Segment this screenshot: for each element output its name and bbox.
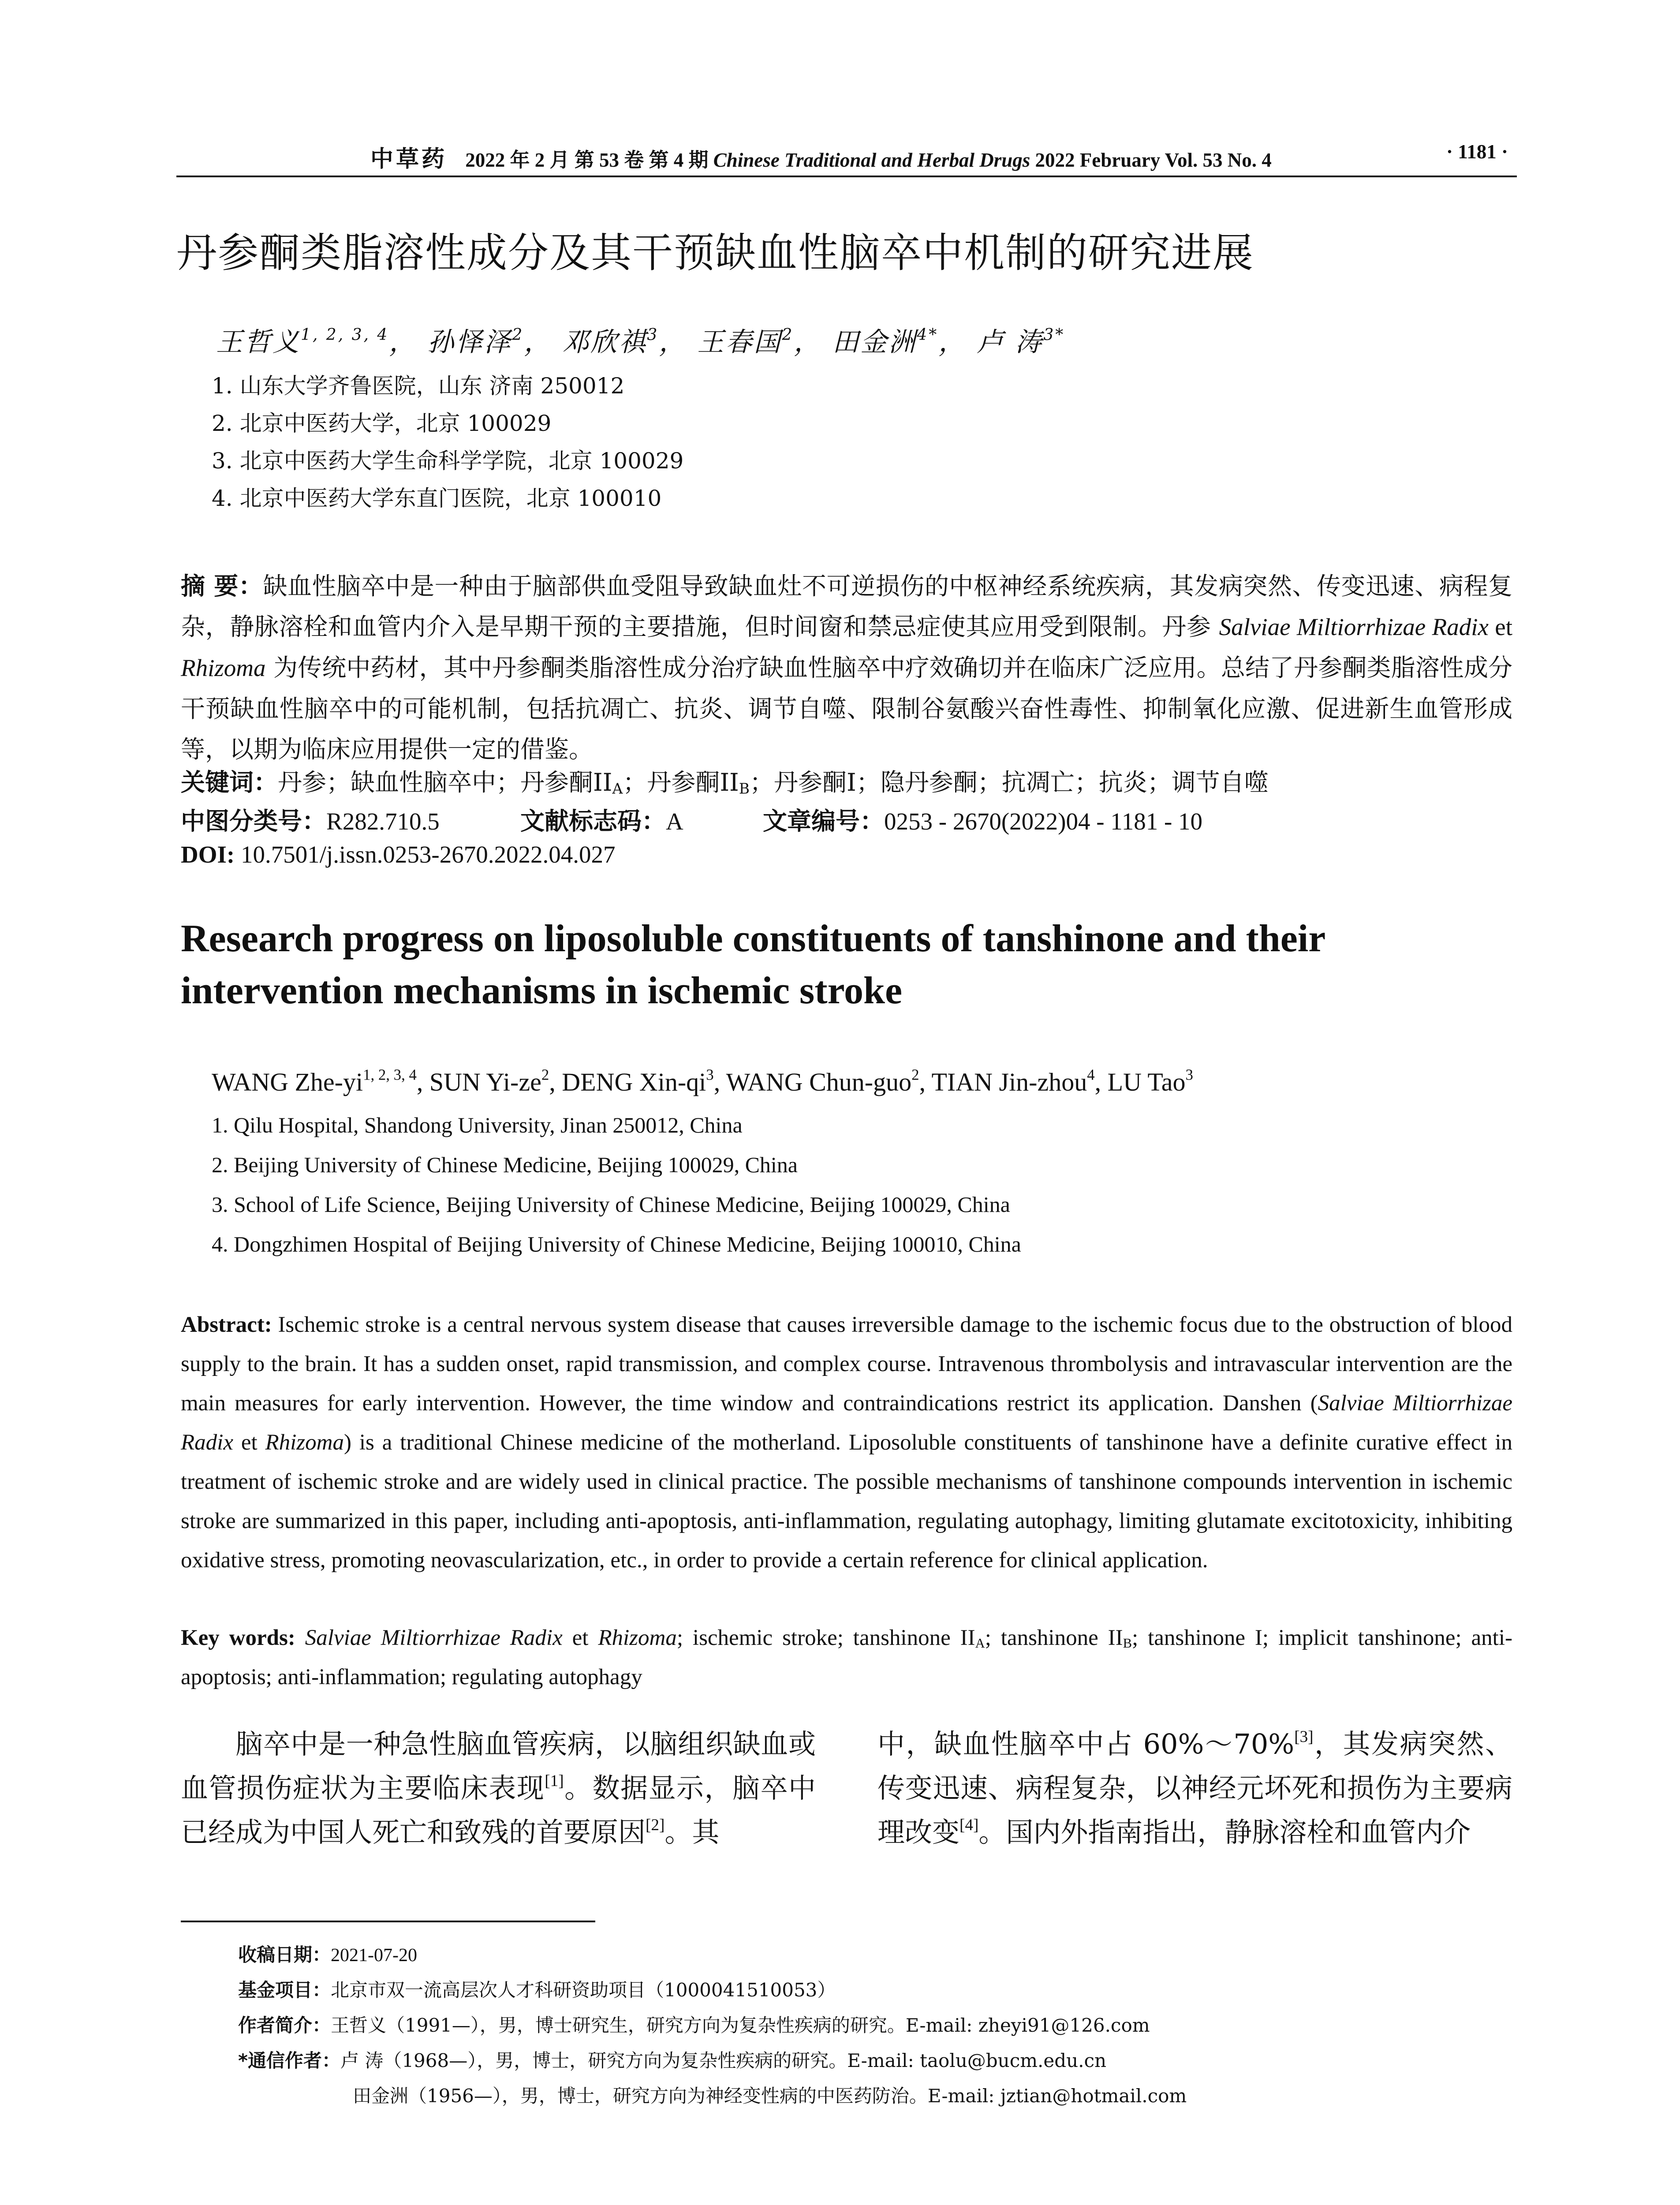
keywords-en-text: ; tanshinone II (985, 1626, 1123, 1650)
subscript: B (1123, 1636, 1132, 1651)
abstract-cn-label: 摘 要： (181, 572, 263, 600)
received-value: 2021-07-20 (331, 1945, 417, 1966)
title-cn: 丹参酮类脂溶性成分及其干预缺血性脑卒中机制的研究进展 (176, 229, 1254, 277)
author-bio-value: 王哲义（1991—），男，博士研究生，研究方向为复杂性疾病的研究。E-mail: zheyi91@126.com (331, 2014, 1150, 2036)
author-affil-sup: 1, 2, 3, 4 (301, 325, 389, 344)
affiliation-en: 2. Beijing University of Chinese Medicine, Beijing 100029, China (212, 1152, 798, 1177)
footnote-rule (181, 1921, 595, 1922)
author-affil-sup: 2 (541, 1066, 549, 1084)
issue-cn: 2022 年 2 月 第 53 卷 第 4 期 (465, 149, 709, 171)
corresponding-value: 卢 涛（1968—），男，博士，研究方向为复杂性疾病的研究。E-mail: taolu@bucm.edu.cn (340, 2050, 1107, 2071)
keywords-cn-text: ；丹参酮II (623, 768, 739, 796)
page-number: · 1181 · (1446, 141, 1508, 163)
latin-name: Rhizoma (598, 1626, 677, 1650)
footnote-received (238, 1940, 417, 1967)
author-affil-sup: 4 (1087, 1066, 1095, 1084)
footnote-author (238, 2011, 1150, 2037)
author-en: WANG Zhe-yi (212, 1068, 363, 1096)
clc-label: 中图分类号： (181, 807, 327, 835)
doc-code (520, 802, 683, 837)
latin-name: Salviae Miltiorrhizae Radix (1219, 613, 1489, 640)
author-affil-sup: 4* (917, 325, 939, 344)
keywords-cn (181, 763, 1269, 798)
doi-value[interactable]: 10.7501/j.issn.0253-2670.2022.04.027 (240, 841, 616, 868)
article-no-label: 文章编号： (763, 807, 885, 835)
journal-name-cn: 中草药 (370, 147, 448, 172)
article-no-value: 0253 - 2670(2022)04 - 1181 - 10 (884, 808, 1203, 835)
subscript: B (739, 780, 750, 797)
running-header (176, 140, 1517, 176)
affiliation-cn: 3. 北京中医药大学生命科学学院，北京 100029 (212, 448, 684, 474)
classification-line (181, 802, 440, 837)
latin-name: Rhizoma (181, 654, 266, 681)
doc-code-label: 文献标志码： (520, 807, 666, 835)
affiliation-cn: 4. 北京中医药大学东直门医院，北京 100010 (212, 486, 662, 511)
author-affil-sup: 3 (1185, 1066, 1193, 1084)
affiliation-cn: 2. 北京中医药大学，北京 100029 (212, 411, 552, 436)
citation[interactable]: [4] (959, 1816, 979, 1834)
author-bio-label: 作者简介： (238, 2014, 331, 2036)
journal-name-en: Chinese Traditional and Herbal Drugs (713, 149, 1030, 171)
keywords-en-text: ; ischemic stroke; tanshinone II (676, 1626, 975, 1650)
header-rule (176, 176, 1517, 177)
corresponding-label: *通信作者： (238, 2050, 340, 2071)
footnote-fund (238, 1976, 836, 2002)
author-en: DENG Xin-qi (562, 1068, 706, 1096)
author-en: SUN Yi-ze (429, 1068, 541, 1096)
author-affil-sup: 3 (706, 1066, 714, 1084)
keywords-en-label: Key words: (181, 1626, 295, 1650)
fund-label: 基金项目： (238, 1979, 331, 2001)
author-cn: 王春国 (697, 327, 782, 358)
affiliation-en: 1. Qilu Hospital, Shandong University, Jinan 250012, China (212, 1113, 743, 1137)
author-affil-sup: 2 (782, 325, 794, 344)
article-number (763, 802, 1202, 837)
body-text: 。数据显示，脑卒中已经成为中国人死亡和致残的首要原因 (181, 1772, 816, 1848)
doc-code-value: A (666, 808, 683, 835)
body-column-right (877, 1722, 1512, 1854)
doi-label: DOI: (181, 841, 235, 868)
author-affil-sup: 2 (911, 1066, 919, 1084)
issue-en: 2022 February Vol. 53 No. 4 (1035, 149, 1272, 171)
fund-value: 北京市双一流高层次人才科研资助项目（1000041510053） (331, 1979, 836, 2001)
authors-cn: 王哲义$^{1, 2, 3, 4}$， 孙怿泽$^2$， 邓欣祺$^3$， 王春国$^2$， 田金洲$^{4*}$， 卢 涛$^{3*}$ (216, 325, 1065, 358)
keywords-en (181, 1618, 1512, 1697)
author-affil-sup: 3* (1043, 325, 1065, 344)
abstract-en-text: ) is a traditional Chinese medicine of the motherland. Liposoluble constituents of tanshinone have a definite curative effect in treatment of ischemic stroke and are widely used in clinical practice. The possible mechanisms of tanshinone compounds intervention in ischemic stroke are summarized in this paper, including anti-apoptosis, anti-inflammation, regulating autophagy, limiting glutamate excitotoxicity, inhibiting oxidative stress, promoting neovascularization, etc., in order to provide a certain reference for clinical application. (181, 1430, 1512, 1573)
latin-name: Salviae Miltiorrhizae Radix (305, 1626, 563, 1650)
latin-name: Rhizoma (265, 1430, 344, 1455)
body-text: ，其发病突然、传变迅速、病程复杂，以神经元坏死和损伤为主要病理改变 (877, 1728, 1512, 1848)
footnote-corresponding-2: 田金洲（1956—），男，博士，研究方向为神经变性病的中医药防治。E-mail: jztian@hotmail.com (353, 2085, 1187, 2107)
keywords-cn-label: 关键词： (181, 768, 278, 796)
keywords-cn-text: 丹参；缺血性脑卒中；丹参酮II (278, 768, 612, 796)
received-label: 收稿日期： (238, 1944, 331, 1966)
authors-en: WANG Zhe-yi$^{1, 2, 3, 4}$, SUN $Yi-ze^2$, DENG Xin-$qi^3$, WANG Chun-guo$^2$, TIAN Jin-zhou$^4$, LU Tao$^3$ (212, 1066, 1193, 1096)
author-cn: 田金洲 (832, 327, 917, 358)
author-affil-sup: 1, 2, 3, 4 (363, 1066, 417, 1084)
citation[interactable]: [2] (646, 1816, 665, 1834)
keywords-en-text: ; tanshinone I; implicit tanshinone; anti-apoptosis; anti-inflammation; regulating autophagy (181, 1626, 1512, 1689)
subscript: A (975, 1636, 985, 1651)
citation[interactable]: [1] (545, 1771, 564, 1790)
author-en: TIAN Jin-zhou (931, 1068, 1087, 1096)
latin-et: et (562, 1626, 598, 1650)
body-text: 脑卒中是一种急性脑血管疾病，以脑组织缺血或血管损伤症状为主要临床表现 (181, 1728, 816, 1804)
abstract-cn-text: 缺血性脑卒中是一种由于脑部供血受阻导致缺血灶不可逆损伤的中枢神经系统疾病，其发病突然、传变迅速、病程复杂，静脉溶栓和血管内介入是早期干预的主要措施，但时间窗和禁忌症使其应用受到限制。丹参 (181, 572, 1512, 641)
abstract-en (181, 1305, 1512, 1580)
author-cn: 卢 涛 (977, 327, 1044, 358)
author-cn: 邓欣祺 (562, 327, 647, 358)
latin-et: et (1488, 613, 1512, 640)
body-column-left (181, 1722, 816, 1854)
author-en: LU Tao (1107, 1068, 1186, 1096)
doi-line (181, 841, 615, 868)
abstract-en-text: Ischemic stroke is a central nervous system disease that causes irreversible damage to the ischemic focus due to the obstruction of blood supply to the brain. It has a sudden onset, rapid transmission, and complex course. Intravenous thrombolysis and intravascular intervention are the main measures for early intervention. However, the time window and contraindications restrict its application. Danshen ( (181, 1312, 1512, 1416)
clc-value: R282.710.5 (326, 808, 440, 835)
title-en: Research progress on liposoluble constituents of tanshinone and their intervention mechanisms in ischemic stroke (181, 917, 1325, 1012)
author-cn: 孙怿泽 (427, 327, 512, 358)
latin-name: Salviae Miltiorrhizae Radix (181, 1391, 1513, 1455)
body-text: 中，缺血性脑卒中占 60%～70% (877, 1728, 1295, 1760)
author-affil-sup: 2 (512, 325, 524, 344)
author-en: WANG Chun-guo (726, 1068, 912, 1096)
author-cn: 王哲义 (216, 327, 301, 358)
author-affil-sup: 3 (647, 325, 659, 344)
footnote-corresponding (238, 2046, 1106, 2073)
abstract-cn (181, 566, 1512, 770)
running-header-left (370, 140, 1272, 173)
keywords-cn-text: ；丹参酮I；隐丹参酮；抗凋亡；抗炎；调节自噬 (750, 768, 1269, 796)
body-text: 。国内外指南指出，静脉溶栓和血管内介 (978, 1816, 1471, 1848)
affiliation-cn: 1. 山东大学齐鲁医院，山东 济南 250012 (212, 373, 625, 399)
affiliation-en: 3. School of Life Science, Beijing University of Chinese Medicine, Beijing 100029, China (212, 1192, 1010, 1217)
abstract-cn-text: 为传统中药材，其中丹参酮类脂溶性成分治疗缺血性脑卒中疗效确切并在临床广泛应用。总结了丹参酮类脂溶性成分干预缺血性脑卒中的可能机制，包括抗凋亡、抗炎、调节自噬、限制谷氨酸兴奋性毒性、抑制氧化应激、促进新生血管形成等，以期为临床应用提供一定的借鉴。 (181, 654, 1512, 763)
abstract-en-label: Abstract: (181, 1312, 272, 1337)
affiliation-en: 4. Dongzhimen Hospital of Beijing University of Chinese Medicine, Beijing 100010, China (212, 1232, 1021, 1256)
latin-et: et (233, 1430, 265, 1455)
subscript: A (612, 780, 623, 797)
body-text: 。其 (665, 1816, 720, 1848)
citation[interactable]: [3] (1294, 1727, 1314, 1746)
